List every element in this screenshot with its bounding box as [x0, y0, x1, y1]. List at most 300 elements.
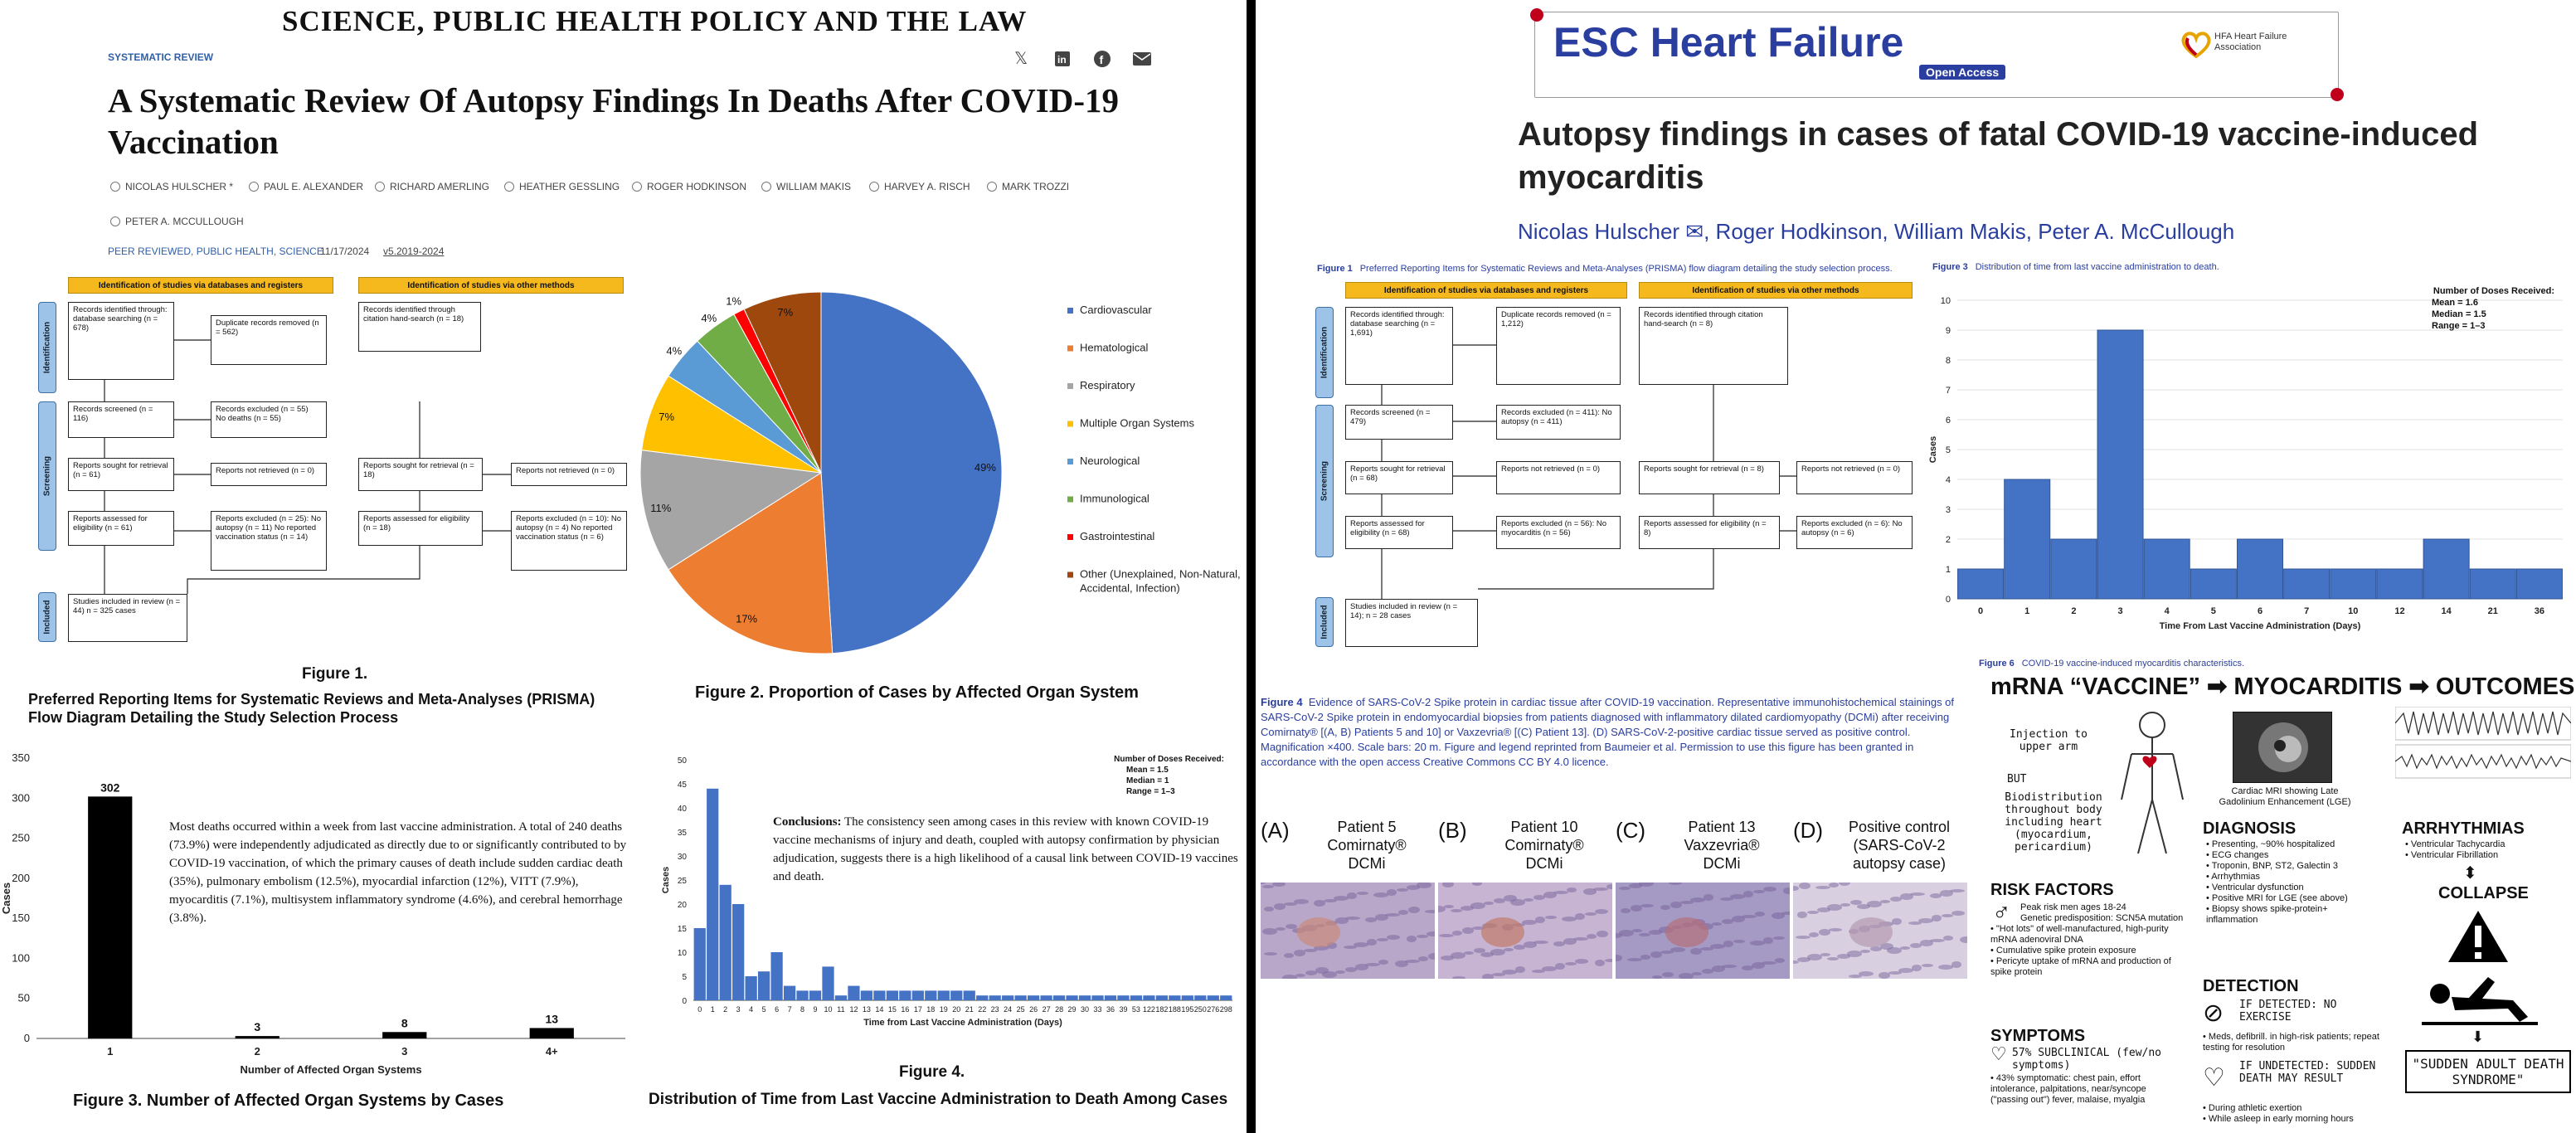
bar — [1182, 995, 1193, 1000]
author[interactable]: WILLIAM MAKIS — [761, 181, 851, 192]
legend-label: Multiple Organ Systems — [1080, 416, 1194, 430]
legend-swatch — [1067, 534, 1073, 540]
legend-label: Immunological — [1080, 492, 1149, 505]
x-tick-label: 17 — [913, 1005, 922, 1014]
version-link[interactable]: v5.2019-2024 — [383, 246, 445, 257]
legend-label: Other (Unexplained, Non-Natural, — [1080, 567, 1241, 581]
prisma-box: Reports assessed for eligibility (n = 61) — [68, 511, 174, 546]
prisma-box: Reports assessed for eligibility (n = 18) — [358, 511, 483, 546]
x-tick-label: 30 — [1081, 1005, 1090, 1014]
y-tick-label: 30 — [677, 853, 687, 862]
y-tick-label: 150 — [12, 912, 30, 925]
collapse-title: COLLAPSE — [2438, 884, 2529, 902]
y-tick-label: 5 — [1945, 445, 1951, 455]
y-tick-label: 20 — [677, 901, 687, 910]
user-icon — [504, 182, 514, 192]
symptoms-text: • 43% symptomatic: chest pain, effort intolerance, palpitations, near/syncope ("passing out") fever, malaise, myalgia — [1990, 1073, 2146, 1105]
prisma-banner-databases: Identification of studies via databases and registers — [68, 277, 333, 294]
risk-factors-list — [1990, 899, 2190, 978]
prisma-box: Reports not retrieved (n = 0) — [511, 463, 627, 486]
y-axis-label: Cases — [1928, 435, 1938, 464]
diagnosis-list — [2206, 839, 2372, 926]
undetected-list — [2203, 1103, 2402, 1125]
x-tick-label: 2 — [723, 1005, 728, 1014]
user-icon — [632, 182, 642, 192]
prisma-stage-included: Included — [38, 592, 56, 642]
prisma-box: Reports sought for retrieval (n = 18) — [358, 458, 483, 491]
x-tick-label: 12 — [849, 1005, 858, 1014]
x-tick-label: 7 — [787, 1005, 792, 1014]
x-tick-label: 15 — [887, 1005, 897, 1014]
x-tick-label: 10 — [824, 1005, 833, 1014]
prisma-box: Records identified through citation hand-search (n = 18) — [358, 302, 481, 352]
legend-line: Mean = 1.5 — [1126, 766, 1169, 775]
bar — [809, 990, 821, 1000]
bar — [848, 986, 859, 1000]
legend-swatch — [1067, 497, 1073, 503]
bar — [2516, 569, 2562, 599]
bar — [1169, 995, 1180, 1000]
no-running-icon: ⊘ — [2203, 999, 2224, 1027]
list-item: • Ventricular Tachycardia — [2405, 839, 2506, 849]
pie-slice-label: 17% — [736, 612, 758, 625]
article-title: A Systematic Review Of Autopsy Findings In Deaths After COVID-19 Vaccination — [108, 81, 1120, 161]
bar — [382, 1032, 426, 1038]
x-tick-label: 3 — [401, 1045, 408, 1058]
heart-icon: ♡ — [1990, 1043, 2007, 1064]
svg-text:f: f — [1099, 53, 1104, 66]
prisma-box: Duplicate records removed (n = 562) — [211, 315, 327, 365]
prisma-box: Duplicate records removed (n = 1,212) — [1496, 307, 1621, 385]
x-tick-label: 26 — [1029, 1005, 1038, 1014]
bar — [938, 990, 950, 1000]
panel-label: Patient 5 Comirnaty® DCMi — [1327, 819, 1407, 872]
bar — [2097, 330, 2143, 599]
x-tick-label: 122 — [1142, 1005, 1155, 1014]
bar — [784, 986, 795, 1000]
mail-icon[interactable] — [1131, 48, 1153, 70]
x-tick-label: 0 — [1978, 606, 1984, 616]
panel-divider — [1247, 0, 1256, 1133]
x-tick-label: 0 — [697, 1005, 702, 1014]
list-item: Peak risk men ages 18-24 — [2020, 902, 2126, 912]
prisma-diagram — [38, 277, 635, 642]
but-text: BUT — [2007, 773, 2027, 785]
list-item: • Biopsy shows spike-protein+ inflammation — [2206, 904, 2328, 925]
y-tick-label: 2 — [1945, 535, 1951, 545]
legend-swatch — [1067, 459, 1073, 464]
prisma-box: Reports not retrieved (n = 0) — [1496, 461, 1621, 494]
injection-text: Injection to upper arm — [2010, 728, 2088, 753]
bar — [2331, 569, 2376, 599]
fig3-caption: Figure 3 Distribution of time from last vaccine administration to death. — [1932, 262, 2219, 272]
x-tick-label: 250 — [1193, 1005, 1207, 1014]
svg-text:in: in — [1057, 54, 1067, 66]
prisma-stage-screening: Screening — [1315, 405, 1334, 557]
x-tick-label: 3 — [2117, 606, 2123, 616]
x-tick-label: 9 — [813, 1005, 818, 1014]
heart-pulse-icon: ♡ — [2203, 1064, 2225, 1092]
prisma-box: Reports assessed for eligibility (n = 68) — [1345, 516, 1453, 549]
panel-letter: (C) — [1616, 818, 1646, 843]
author[interactable]: ROGER HODKINSON — [632, 181, 746, 192]
prisma-box: Reports sought for retrieval (n = 68) — [1345, 461, 1453, 494]
bar — [2190, 569, 2236, 599]
legend-swatch — [1067, 421, 1073, 427]
list-item: • Pericyte uptake of mRNA and production of spike protein — [1990, 956, 2171, 977]
x-tick-label: 25 — [1016, 1005, 1025, 1014]
x-tick-label: 20 — [952, 1005, 961, 1014]
banner-dot — [1530, 8, 1543, 22]
x-tick-label: 36 — [2534, 606, 2545, 616]
y-tick-label: 0 — [1945, 595, 1951, 605]
bar-value-label: 302 — [100, 780, 120, 795]
histology-image — [1793, 883, 1967, 979]
bar — [1040, 995, 1052, 1000]
x-tick-label: 53 — [1131, 1005, 1140, 1014]
x-tick-label: 11 — [837, 1005, 845, 1014]
prisma-banner-other: Identification of studies via other methods — [358, 277, 624, 294]
symptoms-heading: 57% SUBCLINICAL (few/no symptoms) — [2012, 1047, 2162, 1072]
histology-panel — [1616, 818, 1791, 984]
bar — [989, 995, 1001, 1000]
x-tick-label: 1 — [710, 1005, 715, 1014]
list-item: Genetic predisposition: SCN5A mutation — [2020, 913, 2184, 923]
list-item: • Arrhythmias — [2206, 872, 2260, 882]
y-tick-label: 350 — [12, 751, 30, 764]
fig6-caption: Figure 6 COVID-19 vaccine-induced myocarditis characteristics. — [1979, 659, 2245, 669]
legend-label: Neurological — [1080, 455, 1140, 467]
fig4-caption: Distribution of Time from Last Vaccine Administration to Death Among Cases — [649, 1091, 1228, 1108]
bar — [1091, 995, 1103, 1000]
x-axis-label: Time from Last Vaccine Administration (Days) — [863, 1018, 1062, 1028]
x-tick-label: 188 — [1168, 1005, 1181, 1014]
legend-label: Respiratory — [1080, 379, 1135, 391]
prisma-box: Records identified through citation hand-search (n = 8) — [1639, 307, 1788, 385]
bar-value-label: 3 — [254, 1020, 261, 1034]
legend-label: Cardiovascular — [1080, 304, 1152, 316]
bar — [1156, 995, 1168, 1000]
bar — [1053, 995, 1065, 1000]
prisma-banner-databases: Identification of studies via databases and registers — [1345, 282, 1627, 299]
diagnosis-title: DIAGNOSIS — [2203, 819, 2297, 838]
panel-letter: (B) — [1438, 818, 1467, 843]
fig1-caption: Preferred Reporting Items for Systematic Reviews and Meta-Analyses (PRISMA) Flow Diagram Detailing the Study Selection Process — [28, 691, 595, 726]
list-item: • Ventricular Fibrillation — [2405, 850, 2499, 860]
bar — [2051, 539, 2097, 599]
prisma-box: Records identified through: database searching (n = 678) — [68, 302, 174, 380]
x-tick-label: 3 — [736, 1005, 741, 1014]
author[interactable]: HEATHER GESSLING — [504, 181, 620, 192]
x-axis-label: Time From Last Vaccine Administration (Days) — [2159, 621, 2361, 631]
legend-line: Range = 1–3 — [2432, 321, 2486, 331]
y-tick-label: 9 — [1945, 326, 1951, 336]
y-tick-label: 15 — [677, 925, 687, 934]
y-tick-label: 6 — [1945, 416, 1951, 425]
prisma-diagram — [1315, 282, 1913, 647]
y-tick-label: 5 — [682, 973, 687, 982]
y-tick-label: 250 — [12, 831, 30, 844]
y-tick-label: 300 — [12, 791, 30, 805]
x-tick-label: 4+ — [545, 1045, 558, 1058]
panel-label: Patient 10 Comirnaty® DCMi — [1504, 819, 1584, 872]
x-tick-label: 8 — [800, 1005, 805, 1014]
fig4-caption: Figure 4 Evidence of SARS-CoV-2 Spike protein in cardiac tissue after COVID-19 vaccination. Representative immunohistochemical stainings of SARS-CoV-2 Spike protein in endomyocardial biopsies from patients diagnosed with inflammatory dilated cardiomyopathy (DCMi) after receiving Comirnaty® [(A, B) Patients 5 and 10] or Vaxzevria® [(C) Patient 13]. (D) SARS-CoV-2-positive cardiac tissue served as positive control. Magnification ×400. Scale bars: 20 m. Figure and legend reprinted from Baumeier et al. Permission to use this figure has been granted in accordance with the open access Creative Commons CC BY 4.0 licence. — [1261, 696, 1955, 768]
undetected-heading: IF UNDETECTED: SUDDEN DEATH MAY RESULT — [2239, 1060, 2376, 1085]
bar — [887, 990, 898, 1000]
bar — [2284, 569, 2330, 599]
prisma-box: Reports not retrieved (n = 0) — [1796, 461, 1913, 494]
prisma-box: Reports not retrieved (n = 0) — [211, 463, 327, 486]
histology-image — [1438, 883, 1612, 979]
prisma-box: Records screened (n = 116) — [68, 401, 174, 438]
arrow-down-icon: ⬇ — [2472, 1028, 2485, 1045]
bar — [796, 990, 808, 1000]
author[interactable]: PAUL E. ALEXANDER — [249, 181, 363, 192]
legend-label: Hematological — [1080, 341, 1149, 354]
y-tick-label: 0 — [682, 997, 687, 1006]
y-tick-label: 8 — [1945, 356, 1951, 366]
ecg-strip-icon — [2395, 707, 2571, 781]
fig4-label: Figure 4. — [899, 1063, 965, 1081]
section-tag[interactable]: SYSTEMATIC REVIEW — [108, 51, 214, 63]
x-tick-label: 10 — [2348, 606, 2359, 616]
linkedin-icon[interactable] — [1052, 48, 1073, 70]
x-tick-label: 36 — [1106, 1005, 1115, 1014]
author[interactable]: PETER A. MCCULLOUGH — [110, 216, 244, 227]
open-access-badge: Open Access — [1919, 65, 2005, 80]
author[interactable]: RICHARD AMERLING — [375, 181, 489, 192]
bar — [746, 976, 757, 1000]
x-tick-label: 21 — [965, 1005, 974, 1014]
x-tick-label: 12 — [2394, 606, 2405, 616]
pie-slice-label: 4% — [666, 344, 683, 357]
author[interactable]: HARVEY A. RISCH — [869, 181, 970, 192]
list-item: • While asleep in early morning hours — [2203, 1114, 2354, 1124]
human-body-icon — [2115, 708, 2190, 858]
legend-swatch — [1067, 346, 1073, 352]
bar — [1117, 995, 1129, 1000]
x-tick-label: 27 — [1042, 1005, 1051, 1014]
legend-line: Range = 1–3 — [1126, 787, 1175, 796]
prisma-box: Reports excluded (n = 6): No autopsy (n = 6) — [1796, 516, 1913, 549]
pie-slice-label: 1% — [726, 294, 742, 308]
x-tick-label: 2 — [254, 1045, 260, 1058]
prisma-box: Records identified through: database searching (n = 1,691) — [1345, 307, 1453, 385]
prisma-box: Reports sought for retrieval (n = 8) — [1639, 461, 1780, 494]
arrhythmias-list — [2405, 839, 2563, 861]
prisma-banner-other: Identification of studies via other methods — [1639, 282, 1913, 299]
legend-swatch — [1067, 572, 1073, 578]
prisma-stage-included: Included — [1315, 597, 1334, 647]
prisma-box: Records screened (n = 479) — [1345, 405, 1453, 440]
list-item: • Ventricular dysfunction — [2206, 883, 2304, 892]
detected-text: • Meds, defibrill. in high-risk patients; repeat testing for resolution — [2203, 1032, 2379, 1053]
prisma-box: Records excluded (n = 55) No deaths (n = 55) — [211, 401, 327, 438]
legend-label: Accidental, Infection) — [1080, 581, 1180, 595]
x-tick-label: 7 — [2304, 606, 2310, 616]
legend-line: Mean = 1.6 — [2432, 298, 2478, 308]
bar — [88, 796, 132, 1038]
pie-chart — [630, 282, 1244, 672]
bar — [835, 995, 847, 1000]
legend-line: Median = 1 — [1126, 776, 1169, 785]
fig1-label: Figure 1. — [302, 665, 368, 683]
prisma-box: Reports sought for retrieval (n = 61) — [68, 458, 174, 491]
user-icon — [375, 182, 385, 192]
bar — [2470, 569, 2515, 599]
x-tick-label: 276 — [1207, 1005, 1220, 1014]
bar — [758, 971, 770, 1000]
prisma-box: Reports excluded (n = 25): No autopsy (n = 11) No reported vaccination status (n = 14) — [211, 511, 327, 571]
histology-panel — [1438, 818, 1614, 984]
cardiac-mri-image — [2233, 712, 2332, 783]
x-axis-label: Number of Affected Organ Systems — [240, 1063, 422, 1076]
conclusions-text: Conclusions: The consistency seen among cases in this review with known COVID-19 vaccine mechanisms of injury and death, coupled with autopsy confirmation by physician adjudication, suggests there is a high likelihood of a causal link between COVID-19 vaccines and death. — [773, 813, 1242, 886]
prisma-box: Reports assessed for eligibility (n = 8) — [1639, 516, 1780, 549]
pie-slice-label: 7% — [659, 410, 675, 423]
bar — [1130, 995, 1142, 1000]
histology-panel — [1261, 818, 1436, 984]
x-tick-label: 14 — [875, 1005, 884, 1014]
mri-caption: Cardiac MRI showing Late Gadolinium Enhancement (LGE) — [2219, 786, 2351, 807]
y-axis-label: Cases — [0, 882, 12, 915]
y-tick-label: 0 — [23, 1032, 30, 1044]
y-tick-label: 50 — [677, 756, 687, 766]
journal-title: SCIENCE, PUBLIC HEALTH POLICY AND THE LAW — [282, 5, 1028, 37]
x-tick-label: 1 — [107, 1045, 114, 1058]
x-tick-label: 6 — [775, 1005, 780, 1014]
bar — [912, 990, 924, 1000]
panel-label: Positive control (SARS-CoV-2 autopsy case) — [1848, 819, 1951, 872]
bar — [964, 990, 975, 1000]
bar — [720, 885, 731, 1000]
risk-factors-title: RISK FACTORS — [1990, 881, 2114, 899]
x-tick-label: 16 — [901, 1005, 910, 1014]
y-tick-label: 50 — [17, 991, 30, 1004]
y-tick-label: 100 — [12, 951, 30, 965]
legend-line: Median = 1.5 — [2432, 309, 2486, 319]
list-item: • During athletic exertion — [2203, 1103, 2302, 1113]
body-text: Most deaths occurred within a week from last vaccine administration. A total of 240 deaths (73.9%) were independently adjudicated as directly due to or significantly contributed to by COVID-19 vaccination, of which the primary causes of death include sudden cardiac death (35%), pulmonary embolism (12.5%), myocardial infarction (12%), VITT (7.9%), myocarditis (7.1%), multisystem inflammatory syndrome (4.6%), and cerebral hemorrhage (3.8%). — [169, 818, 639, 927]
bar — [950, 990, 962, 1000]
y-axis-label: Cases — [661, 866, 671, 894]
x-tick-label: 33 — [1093, 1005, 1102, 1014]
user-icon — [249, 182, 259, 192]
fig1-caption: Figure 1 Preferred Reporting Items for Systematic Reviews and Meta-Analyses (PRISMA) flow diagram detailing the study selection process. — [1317, 264, 1893, 274]
list-item: • Cumulative spike protein exposure — [1990, 946, 2136, 956]
bar — [1194, 995, 1206, 1000]
histology-figure — [1261, 818, 1971, 984]
myocarditis-infographic — [1990, 670, 2575, 1131]
bar — [2144, 539, 2190, 599]
bar — [732, 904, 744, 1000]
author[interactable]: MARK TROZZI — [987, 181, 1069, 192]
y-tick-label: 1 — [1945, 565, 1951, 575]
bar — [1220, 995, 1232, 1000]
user-icon — [110, 216, 120, 226]
bar-value-label: 8 — [401, 1016, 408, 1030]
prisma-box: Studies included in review (n = 14); n = 28 cases — [1345, 599, 1478, 647]
x-tick-label: 4 — [2164, 606, 2170, 616]
bar — [694, 928, 706, 1000]
bar — [1208, 995, 1219, 1000]
banner-dot — [2331, 88, 2344, 101]
heart-icon — [2181, 32, 2211, 62]
bar — [1079, 995, 1091, 1000]
x-tick-label: 4 — [749, 1005, 754, 1014]
left-article — [0, 0, 1247, 1133]
x-tick-label: 24 — [1004, 1005, 1013, 1014]
x-icon[interactable]: 𝕏 — [1013, 50, 1028, 68]
article-title: Autopsy findings in cases of fatal COVID-19 vaccine-induced myocarditis — [1518, 116, 2479, 196]
prisma-stage-identification: Identification — [38, 302, 56, 393]
meta-tags[interactable]: PEER REVIEWED, PUBLIC HEALTH, SCIENCE — [108, 246, 323, 257]
bar — [2005, 479, 2050, 599]
histology-image — [1616, 883, 1790, 979]
user-icon — [761, 182, 771, 192]
x-tick-label: 18 — [926, 1005, 936, 1014]
y-tick-label: 10 — [1940, 296, 1951, 306]
y-tick-label: 200 — [12, 871, 30, 884]
x-tick-label: 28 — [1055, 1005, 1064, 1014]
bar — [2377, 569, 2423, 599]
list-item: • Troponin, BNP, ST2, Galectin 3 — [2206, 861, 2338, 871]
legend-label: Gastrointestinal — [1080, 530, 1155, 542]
facebook-icon[interactable] — [1091, 48, 1113, 70]
pie-slice-label: 11% — [650, 502, 672, 515]
panel-letter: (D) — [1793, 818, 1824, 843]
y-tick-label: 35 — [677, 829, 687, 838]
infographic-header: mRNA “VACCINE” ➡ MYOCARDITIS ➡ OUTCOMES — [1990, 673, 2575, 700]
mail-icon[interactable]: ✉ — [1679, 219, 1704, 244]
bar — [530, 1028, 574, 1038]
arrhythmias-title: ARRHYTHMIAS — [2402, 819, 2525, 838]
prisma-box: Records excluded (n = 411): No autopsy (n = 411) — [1496, 405, 1621, 440]
x-tick-label: 298 — [1219, 1005, 1232, 1014]
detection-title: DETECTION — [2203, 977, 2299, 995]
bar — [873, 990, 885, 1000]
detected-heading: IF DETECTED: NO EXERCISE — [2239, 999, 2337, 1024]
x-tick-label: 182 — [1155, 1005, 1169, 1014]
list-item: • Presenting, ~90% hospitalized — [2206, 839, 2335, 849]
bar — [2423, 539, 2469, 599]
legend-swatch — [1067, 308, 1073, 314]
sads-box: "SUDDEN ADULT DEATH SYNDROME" — [2405, 1050, 2571, 1093]
pie-slice-label: 4% — [701, 311, 717, 324]
journal-name: ESC Heart Failure — [1553, 19, 1904, 66]
list-item: • Positive MRI for LGE (see above) — [2206, 893, 2348, 903]
collapsed-person-icon — [2422, 969, 2538, 1027]
bar — [1066, 995, 1077, 1000]
y-tick-label: 45 — [677, 780, 687, 790]
bar — [899, 990, 911, 1000]
legend-title: Number of Doses Received: — [1114, 755, 1224, 764]
prisma-box: Studies included in review (n = 44) n = 325 cases — [68, 594, 187, 642]
author-list[interactable]: Nicolas Hulscher ✉, Roger Hodkinson, William Makis, Peter A. McCullough — [1518, 219, 2235, 244]
prisma-box: Reports excluded (n = 10): No autopsy (n = 4) No reported vaccination status (n = 6) — [511, 511, 627, 571]
list-item: • "Hot lots" of well-manufactured, high-purity mRNA adenoviral DNA — [1990, 924, 2169, 945]
time-to-death-bar-chart — [644, 738, 1241, 1053]
author[interactable]: NICOLAS HULSCHER * — [110, 181, 233, 192]
bar — [2237, 539, 2282, 599]
user-icon — [987, 182, 997, 192]
x-tick-label: 13 — [862, 1005, 871, 1014]
hfa-logo-text: HFA Heart Failure Association — [2214, 32, 2287, 52]
fig2-caption: Figure 2. Proportion of Cases by Affected Organ System — [695, 683, 1139, 702]
bar — [770, 952, 782, 1000]
pie-slice-label: 49% — [974, 460, 996, 474]
